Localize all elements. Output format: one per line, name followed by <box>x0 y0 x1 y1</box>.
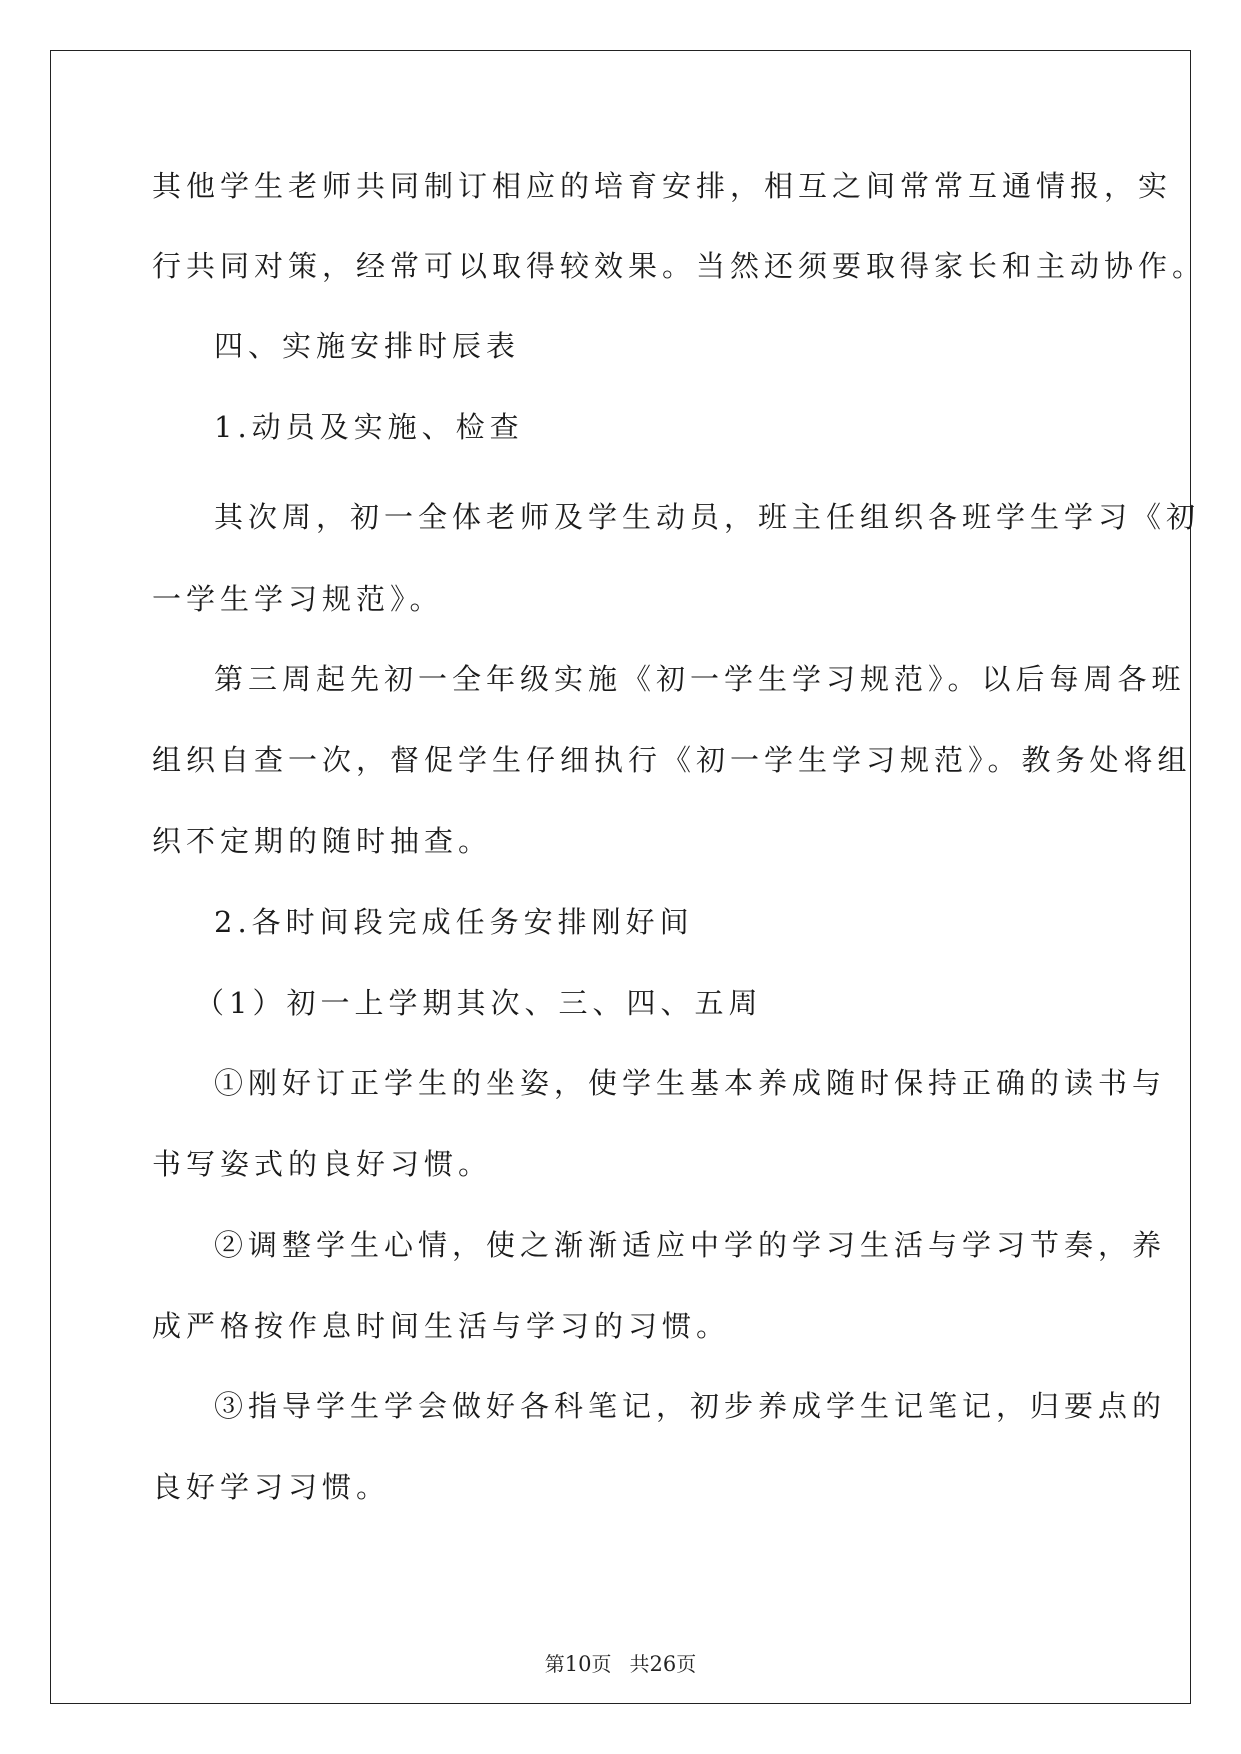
list-heading: （1）初一上学期其次、三、四、五周 <box>195 986 763 1020</box>
paragraph-line: 良好学习习惯。 <box>152 1470 391 1504</box>
page-current: 10 <box>564 1652 592 1676</box>
paragraph-line: ③指导学生学会做好各科笔记，初步养成学生记笔记，归要点的 <box>214 1389 1167 1423</box>
page-border <box>50 50 1191 1704</box>
paragraph-line: 组织自查一次，督促学生仔细执行《初一学生学习规范》。教务处将组 <box>152 743 1192 777</box>
page-footer <box>0 1648 1241 1677</box>
page-prefix: 第 <box>544 1652 565 1676</box>
paragraph-line: ②调整学生心情，使之渐渐适应中学的学习生活与学习节奏，养 <box>214 1228 1167 1262</box>
paragraph-line: 织不定期的随时抽查。 <box>152 824 493 858</box>
paragraph-line: 一学生学习规范》。 <box>152 582 444 616</box>
paragraph-line: 行共同对策，经常可以取得较效果。当然还须要取得家长和主动协作。 <box>152 249 1207 283</box>
total-prefix: 共 <box>629 1652 650 1676</box>
paragraph-line: 其他学生老师共同制订相应的培育安排，相互之间常常互通情报，实 <box>152 169 1173 203</box>
paragraph-line: 成严格按作息时间生活与学习的习惯。 <box>152 1309 731 1343</box>
page-total: 26 <box>649 1652 677 1676</box>
subsection-heading: 1.动员及实施、检查 <box>214 410 524 444</box>
total-suffix: 页 <box>676 1652 697 1676</box>
page-suffix: 页 <box>591 1652 612 1676</box>
paragraph-line: 其次周，初一全体老师及学生动员，班主任组织各班学生学习《初 <box>214 500 1201 534</box>
subsection-heading: 2.各时间段完成任务安排刚好间 <box>214 905 694 939</box>
paragraph-line: ①刚好订正学生的坐姿，使学生基本养成随时保持正确的读书与 <box>214 1066 1167 1100</box>
paragraph-line: 书写姿式的良好习惯。 <box>152 1147 493 1181</box>
section-heading: 四、实施安排时辰表 <box>214 329 521 363</box>
paragraph-line: 第三周起先初一全年级实施《初一学生学习规范》。以后每周各班 <box>214 662 1186 696</box>
